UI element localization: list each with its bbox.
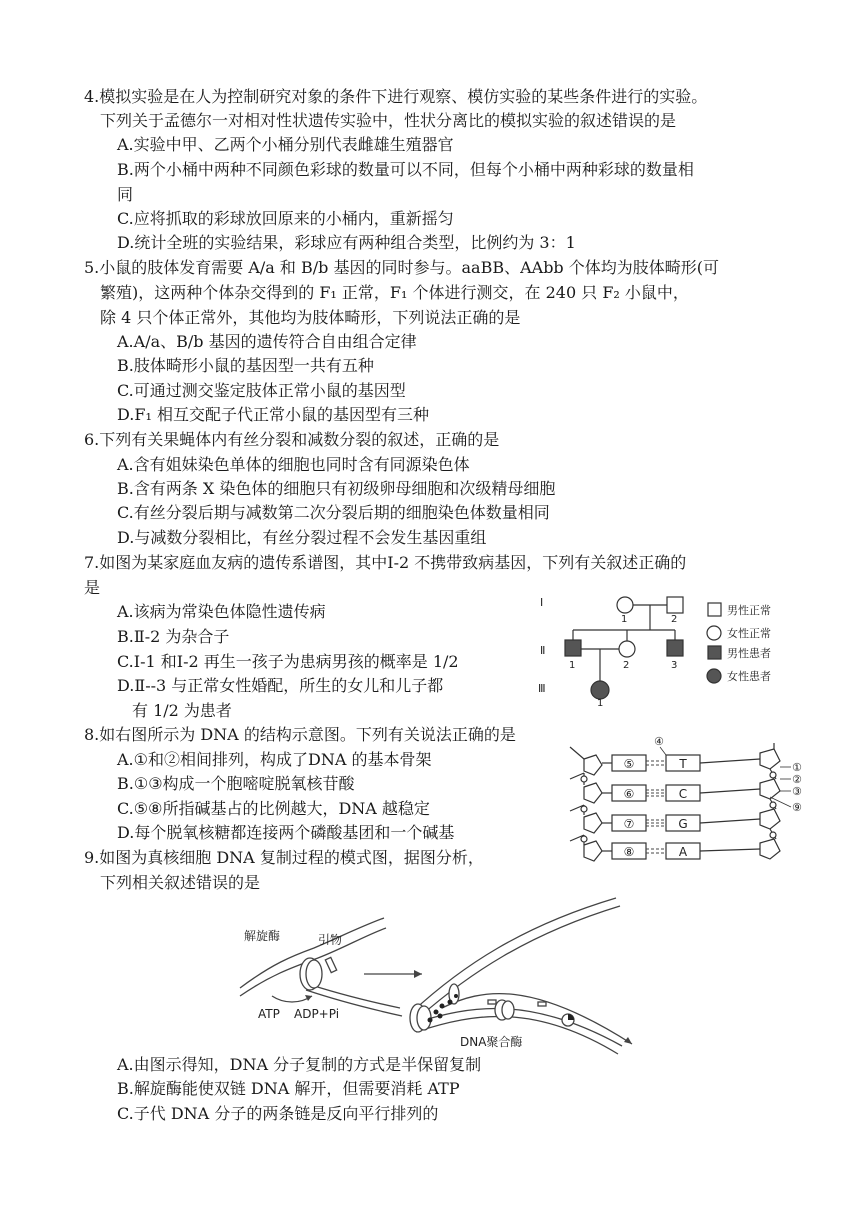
q9-option-a: A.由图示得知，DNA 分子复制的方式是半保留复制 (117, 1055, 482, 1074)
callout-label: ① (792, 761, 802, 774)
q6-option-b: B.含有两条 X 染色体的细胞只有初级卵母细胞和次级精母细胞 (117, 479, 556, 498)
q5-option-b: B.肢体畸形小鼠的基因型一共有五种 (117, 356, 374, 375)
adp-label: ADP+Pi (294, 1007, 340, 1021)
base-label: ⑦ (623, 817, 635, 831)
q4-stem-line1: 4.模拟实验是在人为控制研究对象的条件下进行观察、模仿实验的某些条件进行的实验。 (84, 87, 708, 106)
pedigree-number: 2 (671, 614, 678, 625)
legend-label: 女性患者 (727, 670, 771, 683)
pedigree-number: 1 (569, 660, 576, 671)
generation-1-label: Ⅰ (540, 596, 544, 609)
pedigree-number: 2 (623, 660, 630, 671)
q4-option-b-line2: 同 (117, 185, 134, 204)
base-label: T (679, 757, 687, 771)
primer-icon (325, 957, 336, 972)
pedigree-chart (532, 588, 792, 706)
q4-option-a: A.实验中甲、乙两个小桶分别代表雌雄生殖器官 (117, 135, 454, 154)
q5-option-d: D.F₁ 相互交配子代正常小鼠的基因型有三种 (117, 405, 429, 424)
q8-option-d: D.每个脱氧核糖都连接两个磷酸基团和一个碱基 (117, 823, 455, 842)
q5-stem-line3: 除 4 只个体正常外，其他均为肢体畸形，下列说法正确的是 (100, 308, 521, 327)
q6-option-a: A.含有姐妹染色单体的细胞也同时含有同源染色体 (117, 455, 470, 474)
base-label: ⑥ (623, 787, 635, 801)
q7-option-b: B.Ⅱ-2 为杂合子 (117, 627, 230, 646)
pedigree-I2-male-normal (667, 597, 683, 613)
base-label: A (678, 845, 688, 859)
q4-stem-line2: 下列关于孟德尔一对相对性状遗传实验中，性状分离比的模拟实验的叙述错误的是 (100, 111, 677, 130)
q4-option-b-line1: B.两个小桶中两种不同颜色彩球的数量可以不同，但每个小桶中两种彩球的数量相 (117, 160, 694, 179)
generation-3-label: Ⅲ (538, 682, 546, 695)
pedigree-number: 1 (597, 698, 604, 706)
callout-label: ⑨ (792, 801, 802, 814)
legend-female-normal-icon (707, 626, 721, 640)
q6-option-c: C.有丝分裂后期与减数第二次分裂后期的细胞染色体数量相同 (117, 503, 550, 522)
pedigree-III1-female-affected (591, 681, 609, 699)
base-label: G (678, 817, 688, 831)
pedigree-I1-female-normal (617, 597, 633, 613)
q5-option-a: A.A/a、B/b 基因的遗传符合自由组合定律 (117, 332, 417, 351)
q4-option-c: C.应将抓取的彩球放回原来的小桶内，重新摇匀 (117, 209, 454, 228)
legend-label: 男性正常 (727, 604, 771, 617)
q6-option-d: D.与减数分裂相比，有丝分裂过程不会发生基因重组 (117, 528, 487, 547)
callout-label: ③ (792, 785, 802, 798)
q5-stem-line1: 5.小鼠的肢体发育需要 A/a 和 B/b 基因的同时参与。aaBB、AAbb 个体均为肢体畸形(可 (84, 258, 720, 277)
q8-option-c: C.⑤⑧所指碱基占的比例越大，DNA 越稳定 (117, 799, 430, 818)
q5-option-c: C.可通过测交鉴定肢体正常小鼠的基因型 (117, 381, 406, 400)
base-label: C (678, 787, 688, 801)
q8-stem: 8.如右图所示为 DNA 的结构示意图。下列有关说法正确的是 (84, 725, 516, 744)
q7-option-d-line1: D.Ⅱ--3 与正常女性婚配，所生的女儿和儿子都 (117, 676, 444, 695)
base-label: ⑤ (623, 757, 635, 771)
dna-structure-diagram (562, 733, 806, 868)
helicase-label: 解旋酶 (244, 929, 281, 943)
primer-label: 引物 (318, 933, 343, 947)
callout-label: ② (792, 773, 802, 786)
dna-replication-diagram (232, 896, 638, 1056)
q9-option-c: C.子代 DNA 分子的两条链是反向平行排列的 (117, 1104, 439, 1123)
legend-male-normal-icon (708, 603, 721, 616)
pedigree-number: 3 (671, 660, 678, 671)
base-label: ⑧ (623, 845, 635, 859)
dna-polymerase-label: DNA聚合酶 (460, 1035, 523, 1049)
q5-stem-line2: 繁殖)，这两种个体杂交得到的 F₁ 正常，F₁ 个体进行测交，在 240 只 F₂ 小鼠中， (100, 283, 689, 302)
pedigree-II2-female-normal (619, 641, 635, 657)
q7-option-d-line2: 有 1/2 为患者 (132, 701, 232, 720)
q7-stem-line2: 是 (84, 578, 101, 597)
pedigree-II1-male-affected (565, 640, 581, 656)
q6-stem: 6.下列有关果蝇体内有丝分裂和减数分裂的叙述，正确的是 (84, 430, 500, 449)
q4-option-d: D.统计全班的实验结果，彩球应有两种组合类型，比例约为 3：1 (117, 233, 576, 252)
legend-label: 男性患者 (727, 647, 771, 660)
atp-label: ATP (258, 1007, 280, 1021)
pedigree-II3-male-affected (667, 640, 683, 656)
pedigree-number: 1 (621, 614, 628, 625)
q7-stem-line1: 7.如图为某家庭血友病的遗传系谱图，其中Ⅰ-2 不携带致病基因，下列有关叙述正确的 (84, 553, 687, 572)
q9-stem-line2: 下列相关叙述错误的是 (100, 873, 261, 892)
legend-male-affected-icon (708, 646, 721, 659)
q7-option-a: A.该病为常染色体隐性遗传病 (117, 602, 326, 621)
q7-option-c: C.Ⅰ-1 和Ⅰ-2 再生一孩子为患病男孩的概率是 1/2 (117, 652, 459, 671)
q8-option-a: A.①和②相间排列，构成了DNA 的基本骨架 (117, 750, 432, 769)
q9-stem-line1: 9.如图为真核细胞 DNA 复制过程的模式图，据图分析， (84, 848, 484, 867)
legend-female-affected-icon (707, 669, 721, 683)
q9-option-b: B.解旋酶能使双链 DNA 解开，但需要消耗 ATP (117, 1079, 460, 1098)
sugar-pentagon (584, 755, 602, 775)
legend-label: 女性正常 (727, 627, 771, 640)
q8-option-b: B.①③构成一个胞嘧啶脱氧核苷酸 (117, 774, 355, 793)
generation-2-label: Ⅱ (540, 644, 546, 657)
callout-label: ④ (654, 735, 664, 748)
